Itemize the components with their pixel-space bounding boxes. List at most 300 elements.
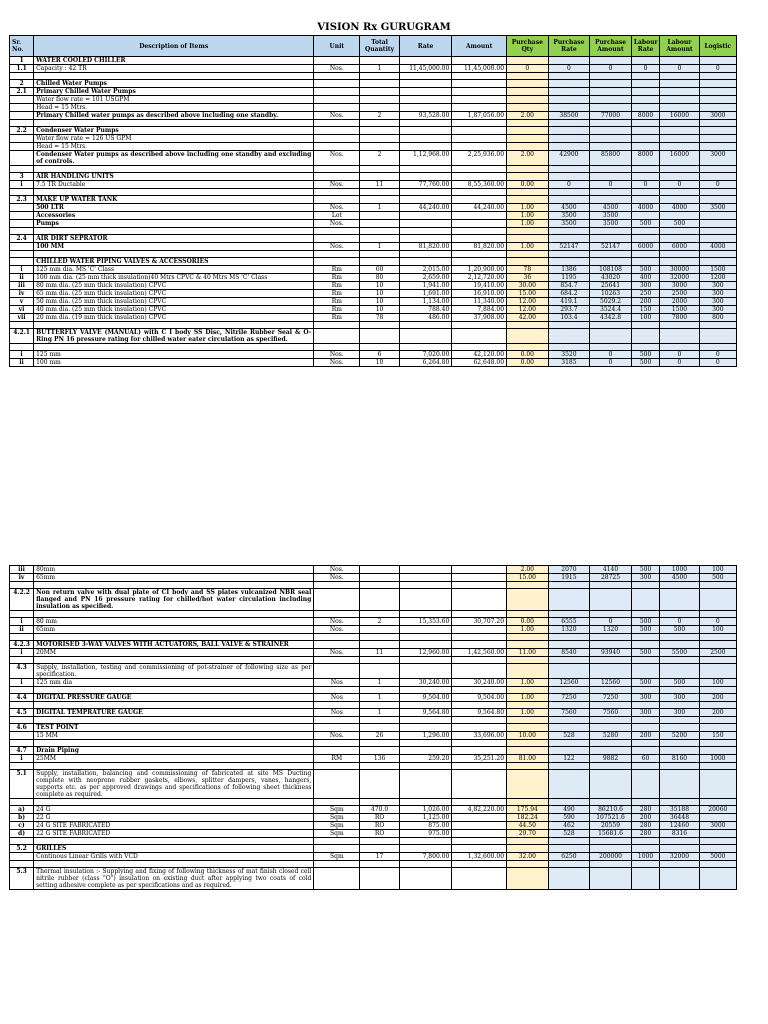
- cell-description: 80 mm: [34, 618, 314, 626]
- cell-logistic: 100: [699, 679, 736, 687]
- cell-purchase-amount: 3500: [590, 220, 632, 228]
- cell-amount: 37,908.00: [452, 314, 507, 322]
- cell-logistic: [699, 127, 736, 135]
- cell-unit: [314, 235, 360, 243]
- cell-labour-amount: 5200: [660, 732, 699, 740]
- cell-description: 50 mm dia. (25 mm thick insulation) CPVC: [34, 298, 314, 306]
- cell-logistic: [699, 770, 736, 799]
- cell-sr-no: [10, 204, 34, 212]
- cell-labour-rate: [631, 322, 659, 329]
- cell-labour-rate: 300: [631, 282, 659, 290]
- cell-labour-amount: 0: [660, 618, 699, 626]
- cell-amount: [452, 57, 507, 65]
- cell-labour-rate: 300: [631, 574, 659, 582]
- cell-purchase-amount: 0: [590, 618, 632, 626]
- cell-purchase-rate: 7560: [548, 709, 590, 717]
- table-row: [10, 814, 737, 822]
- cell-amount: [452, 814, 507, 822]
- cell-labour-rate: [631, 861, 659, 868]
- cell-purchase-qty: 10.00: [507, 732, 549, 740]
- cell-total-quantity: 11: [360, 181, 399, 189]
- cell-purchase-qty: [507, 228, 549, 235]
- cell-description: 20 mm dia. (19 mm thick insulation) CPVC: [34, 314, 314, 322]
- cell-sr-no: [10, 799, 34, 806]
- cell-labour-rate: [631, 57, 659, 65]
- cell-purchase-amount: [590, 770, 632, 799]
- cell-logistic: 300: [699, 290, 736, 298]
- cell-total-quantity: 6: [360, 351, 399, 359]
- cell-logistic: 2500: [699, 649, 736, 657]
- cell-purchase-qty: [507, 143, 549, 151]
- cell-purchase-rate: [548, 687, 590, 694]
- cell-labour-rate: [631, 135, 659, 143]
- cell-rate: [399, 687, 452, 694]
- cell-purchase-rate: [548, 724, 590, 732]
- cell-sr-no: 4.3: [10, 664, 34, 679]
- cell-unit: [314, 582, 360, 589]
- cell-description: [34, 611, 314, 618]
- cell-description: [34, 799, 314, 806]
- cell-purchase-amount: 93940: [590, 649, 632, 657]
- cell-labour-rate: [631, 88, 659, 96]
- cell-rate: [399, 73, 452, 80]
- cell-logistic: [699, 724, 736, 732]
- table-row: [10, 88, 737, 96]
- cell-amount: [452, 724, 507, 732]
- cell-amount: 1,20,900.00: [452, 266, 507, 274]
- cell-sr-no: 4.6: [10, 724, 34, 732]
- cell-unit: [314, 664, 360, 679]
- column-header-logistic: Logistic: [699, 36, 736, 57]
- cell-total-quantity: RO: [360, 822, 399, 830]
- cell-rate: [399, 127, 452, 135]
- cell-total-quantity: [360, 96, 399, 104]
- cell-unit: Nos.: [314, 649, 360, 657]
- cell-logistic: [699, 747, 736, 755]
- cell-total-quantity: [360, 634, 399, 641]
- cell-unit: Nos.: [314, 626, 360, 634]
- cell-labour-rate: 1000: [631, 853, 659, 861]
- cell-amount: [452, 228, 507, 235]
- cell-rate: [399, 717, 452, 724]
- cell-labour-rate: [631, 143, 659, 151]
- cell-total-quantity: [360, 235, 399, 243]
- cell-purchase-qty: [507, 634, 549, 641]
- cell-labour-amount: [660, 589, 699, 611]
- cell-rate: 7,020.00: [399, 351, 452, 359]
- cell-amount: [452, 258, 507, 266]
- table-row: [10, 664, 737, 679]
- cell-unit: Nos.: [314, 359, 360, 367]
- cell-unit: [314, 634, 360, 641]
- cell-labour-amount: 12460: [660, 822, 699, 830]
- cell-purchase-rate: [548, 747, 590, 755]
- cell-purchase-rate: [548, 143, 590, 151]
- cell-purchase-rate: [548, 702, 590, 709]
- cell-purchase-rate: 528: [548, 830, 590, 838]
- cell-sr-no: 4.2.3: [10, 641, 34, 649]
- cell-unit: Rm: [314, 282, 360, 290]
- cell-rate: [399, 770, 452, 799]
- cell-rate: [399, 220, 452, 228]
- cell-total-quantity: [360, 861, 399, 868]
- cell-purchase-qty: [507, 838, 549, 845]
- cell-total-quantity: [360, 322, 399, 329]
- table-row: [10, 717, 737, 724]
- cell-sr-no: iii: [10, 282, 34, 290]
- cell-purchase-amount: [590, 189, 632, 196]
- cell-amount: 2,25,936.00: [452, 151, 507, 166]
- cell-purchase-rate: 38500: [548, 112, 590, 120]
- table-row: [10, 57, 737, 65]
- cell-labour-rate: 200: [631, 814, 659, 822]
- cell-sr-no: [10, 73, 34, 80]
- table-row: [10, 582, 737, 589]
- cell-unit: Sqm: [314, 853, 360, 861]
- cell-sr-no: [10, 228, 34, 235]
- table-header-row: [10, 36, 737, 57]
- cell-purchase-rate: 3500: [548, 212, 590, 220]
- cell-logistic: [699, 344, 736, 351]
- cell-amount: 42,120.00: [452, 351, 507, 359]
- cell-rate: [399, 251, 452, 258]
- cell-purchase-qty: 12.00: [507, 306, 549, 314]
- cell-labour-rate: [631, 589, 659, 611]
- cell-total-quantity: [360, 724, 399, 732]
- cell-purchase-qty: 81.00: [507, 755, 549, 763]
- cell-unit: [314, 127, 360, 135]
- cell-purchase-rate: [548, 127, 590, 135]
- table-row: [10, 322, 737, 329]
- cell-rate: [399, 173, 452, 181]
- cell-labour-rate: 200: [631, 298, 659, 306]
- cell-amount: [452, 861, 507, 868]
- cell-amount: [452, 173, 507, 181]
- cell-purchase-qty: 2.00: [507, 151, 549, 166]
- cell-purchase-qty: [507, 717, 549, 724]
- cell-total-quantity: 136: [360, 755, 399, 763]
- cell-purchase-rate: [548, 189, 590, 196]
- cell-logistic: 20060: [699, 806, 736, 814]
- cell-sr-no: [10, 322, 34, 329]
- cell-amount: [452, 838, 507, 845]
- cell-labour-rate: [631, 329, 659, 344]
- cell-description: Primary Chilled water pumps as described above including one standby.: [34, 112, 314, 120]
- cell-logistic: 100: [699, 566, 736, 574]
- cell-labour-amount: [660, 344, 699, 351]
- cell-purchase-rate: 1386: [548, 266, 590, 274]
- cell-sr-no: 4.2.2: [10, 589, 34, 611]
- table-row: [10, 112, 737, 120]
- cell-labour-amount: [660, 868, 699, 890]
- cell-purchase-rate: [548, 634, 590, 641]
- cell-total-quantity: [360, 220, 399, 228]
- cell-total-quantity: 60: [360, 266, 399, 274]
- cell-labour-rate: [631, 173, 659, 181]
- cell-amount: [452, 868, 507, 890]
- cell-amount: [452, 641, 507, 649]
- cell-labour-rate: [631, 770, 659, 799]
- cell-logistic: [699, 329, 736, 344]
- cell-description: TEST POINT: [34, 724, 314, 732]
- cell-sr-no: c): [10, 822, 34, 830]
- cell-purchase-qty: [507, 173, 549, 181]
- cell-labour-rate: [631, 611, 659, 618]
- table-row: [10, 853, 737, 861]
- cell-purchase-rate: [548, 196, 590, 204]
- cell-purchase-amount: [590, 838, 632, 845]
- cell-description: 80mm: [34, 566, 314, 574]
- cell-unit: RM: [314, 755, 360, 763]
- cell-logistic: [699, 258, 736, 266]
- table-row: [10, 868, 737, 890]
- cell-logistic: 150: [699, 732, 736, 740]
- cell-labour-rate: [631, 582, 659, 589]
- cell-rate: 788.40: [399, 306, 452, 314]
- cell-purchase-qty: [507, 687, 549, 694]
- cell-purchase-amount: [590, 861, 632, 868]
- cell-amount: [452, 740, 507, 747]
- cell-labour-rate: 250: [631, 290, 659, 298]
- cell-labour-amount: 32000: [660, 274, 699, 282]
- cell-purchase-qty: 12.00: [507, 298, 549, 306]
- cell-total-quantity: [360, 845, 399, 853]
- cell-purchase-qty: [507, 80, 549, 88]
- cell-logistic: 3000: [699, 822, 736, 830]
- cell-labour-rate: 280: [631, 822, 659, 830]
- column-header-labour-amount: Labour Amount: [660, 36, 699, 57]
- cell-logistic: [699, 845, 736, 853]
- cell-logistic: [699, 228, 736, 235]
- cell-total-quantity: 10: [360, 290, 399, 298]
- cell-labour-amount: 0: [660, 351, 699, 359]
- cell-purchase-rate: 122: [548, 755, 590, 763]
- cell-labour-amount: [660, 582, 699, 589]
- cell-rate: [399, 96, 452, 104]
- cell-sr-no: ii: [10, 359, 34, 367]
- cell-rate: 44,240.00: [399, 204, 452, 212]
- cell-description: Supply, installation, balancing and commissioning of fabricated at site MS Ducting complete with neoprene rubber gaskets, elbows, splitter dampers, vanes, hangers, supports etc. as per approved drawings and specifications of following sheet thickness complete as required.: [34, 770, 314, 799]
- cell-labour-amount: [660, 166, 699, 173]
- cell-purchase-amount: [590, 73, 632, 80]
- cell-unit: [314, 143, 360, 151]
- cell-sr-no: [10, 702, 34, 709]
- cell-unit: [314, 702, 360, 709]
- cell-sr-no: 1.1: [10, 65, 34, 73]
- cell-purchase-rate: [548, 251, 590, 258]
- cell-labour-rate: [631, 702, 659, 709]
- cell-logistic: [699, 173, 736, 181]
- column-header-purchase-rate: Purchase Rate: [548, 36, 590, 57]
- column-header-labour-rate: Labour Rate: [631, 36, 659, 57]
- cell-purchase-amount: [590, 582, 632, 589]
- cell-total-quantity: [360, 747, 399, 755]
- cell-unit: [314, 135, 360, 143]
- cell-purchase-qty: 2.00: [507, 112, 549, 120]
- cell-purchase-rate: [548, 166, 590, 173]
- cell-total-quantity: 80: [360, 274, 399, 282]
- cell-rate: [399, 702, 452, 709]
- cell-labour-amount: [660, 641, 699, 649]
- cell-description: MAKE UP WATER TANK: [34, 196, 314, 204]
- cell-unit: [314, 724, 360, 732]
- cell-description: [34, 634, 314, 641]
- cell-labour-amount: 1500: [660, 306, 699, 314]
- cell-unit: [314, 322, 360, 329]
- cell-purchase-amount: [590, 196, 632, 204]
- cell-purchase-rate: 7250: [548, 694, 590, 702]
- cell-amount: [452, 574, 507, 582]
- cell-labour-rate: [631, 80, 659, 88]
- table-row: [10, 282, 737, 290]
- cell-purchase-qty: 1.00: [507, 204, 549, 212]
- table-row: [10, 861, 737, 868]
- cell-unit: Rm: [314, 298, 360, 306]
- cell-total-quantity: [360, 143, 399, 151]
- cell-logistic: 200: [699, 709, 736, 717]
- cell-purchase-rate: 4500: [548, 204, 590, 212]
- table-row: [10, 359, 737, 367]
- cell-amount: [452, 251, 507, 258]
- cell-labour-amount: 16000: [660, 112, 699, 120]
- cell-labour-rate: [631, 73, 659, 80]
- cell-total-quantity: [360, 702, 399, 709]
- cell-labour-rate: 500: [631, 220, 659, 228]
- cell-total-quantity: 1: [360, 65, 399, 73]
- cell-total-quantity: [360, 664, 399, 679]
- table-row: [10, 634, 737, 641]
- cell-purchase-amount: 25641: [590, 282, 632, 290]
- cell-labour-rate: 60: [631, 755, 659, 763]
- cell-labour-rate: [631, 740, 659, 747]
- cell-total-quantity: [360, 799, 399, 806]
- cell-purchase-rate: 6250: [548, 853, 590, 861]
- cell-purchase-amount: [590, 228, 632, 235]
- cell-unit: Rm: [314, 274, 360, 282]
- cell-purchase-rate: [548, 799, 590, 806]
- cell-purchase-rate: [548, 235, 590, 243]
- cell-labour-amount: [660, 80, 699, 88]
- cell-labour-amount: 1000: [660, 566, 699, 574]
- cell-amount: [452, 322, 507, 329]
- cell-description: 22 G SITE FABRICATED: [34, 830, 314, 838]
- cell-description: Continous Linear Grills with VCD: [34, 853, 314, 861]
- cell-unit: [314, 96, 360, 104]
- cell-purchase-amount: [590, 717, 632, 724]
- cell-unit: [314, 73, 360, 80]
- cell-labour-rate: [631, 763, 659, 770]
- cell-purchase-rate: 42900: [548, 151, 590, 166]
- cell-amount: 30,707.20: [452, 618, 507, 626]
- cell-description: [34, 657, 314, 664]
- cell-labour-rate: [631, 96, 659, 104]
- cell-sr-no: [10, 853, 34, 861]
- cell-purchase-amount: 10263: [590, 290, 632, 298]
- cell-purchase-rate: [548, 657, 590, 664]
- cell-labour-amount: [660, 717, 699, 724]
- cell-amount: [452, 702, 507, 709]
- cell-description: 22 G: [34, 814, 314, 822]
- cell-purchase-amount: [590, 868, 632, 890]
- cell-sr-no: vi: [10, 306, 34, 314]
- cell-description: Thermal insulation :- Supplying and fixing of following thickness of mat finish closed cell nitrile rubber (class "O") insulation on existing duct after applying two coats of cold setting adhesive complete as per specifications and as required.: [34, 868, 314, 890]
- cell-purchase-qty: [507, 73, 549, 80]
- cell-purchase-rate: [548, 740, 590, 747]
- cell-unit: [314, 799, 360, 806]
- cell-amount: [452, 73, 507, 80]
- cell-purchase-amount: 0: [590, 65, 632, 73]
- cell-unit: Rm: [314, 314, 360, 322]
- cell-purchase-qty: 2.00: [507, 566, 549, 574]
- cell-purchase-amount: [590, 251, 632, 258]
- cell-amount: [452, 96, 507, 104]
- cell-rate: [399, 235, 452, 243]
- cell-amount: 19,410.00: [452, 282, 507, 290]
- cell-unit: Nos.: [314, 351, 360, 359]
- column-header-purchase-qty: Purchase Qty: [507, 36, 549, 57]
- cell-purchase-amount: [590, 166, 632, 173]
- table-row: [10, 127, 737, 135]
- cell-purchase-qty: [507, 196, 549, 204]
- cell-purchase-amount: [590, 104, 632, 112]
- cell-labour-amount: [660, 228, 699, 235]
- cell-labour-rate: [631, 235, 659, 243]
- table-row: [10, 830, 737, 838]
- cell-logistic: [699, 135, 736, 143]
- cell-purchase-qty: [507, 664, 549, 679]
- cell-purchase-amount: 52147: [590, 243, 632, 251]
- cell-amount: [452, 166, 507, 173]
- cell-logistic: [699, 80, 736, 88]
- table-row: [10, 314, 737, 322]
- cell-rate: [399, 763, 452, 770]
- cell-labour-amount: 3000: [660, 282, 699, 290]
- cell-sr-no: [10, 243, 34, 251]
- cell-total-quantity: 78: [360, 314, 399, 322]
- cell-amount: 9,564.80: [452, 709, 507, 717]
- cell-logistic: [699, 166, 736, 173]
- cell-purchase-amount: [590, 127, 632, 135]
- cell-logistic: [699, 322, 736, 329]
- cell-labour-rate: 0: [631, 181, 659, 189]
- cell-purchase-rate: 419.1: [548, 298, 590, 306]
- cell-sr-no: vii: [10, 314, 34, 322]
- cell-purchase-rate: 6555: [548, 618, 590, 626]
- cell-labour-amount: [660, 189, 699, 196]
- cell-total-quantity: [360, 740, 399, 747]
- cell-rate: [399, 626, 452, 634]
- cell-description: GRILLES: [34, 845, 314, 853]
- table-row: [10, 657, 737, 664]
- cell-unit: [314, 166, 360, 173]
- cell-purchase-rate: [548, 589, 590, 611]
- cell-purchase-qty: [507, 322, 549, 329]
- cell-purchase-rate: 3520: [548, 351, 590, 359]
- cell-purchase-amount: 77000: [590, 112, 632, 120]
- table-row: [10, 694, 737, 702]
- bill-of-quantities-table: [9, 35, 737, 367]
- cell-total-quantity: [360, 57, 399, 65]
- cell-purchase-qty: [507, 251, 549, 258]
- cell-purchase-qty: [507, 702, 549, 709]
- cell-unit: [314, 57, 360, 65]
- cell-purchase-amount: 3524.4: [590, 306, 632, 314]
- cell-unit: [314, 611, 360, 618]
- table-row: [10, 135, 737, 143]
- cell-total-quantity: [360, 574, 399, 582]
- cell-description: 24 G: [34, 806, 314, 814]
- cell-purchase-rate: 528: [548, 732, 590, 740]
